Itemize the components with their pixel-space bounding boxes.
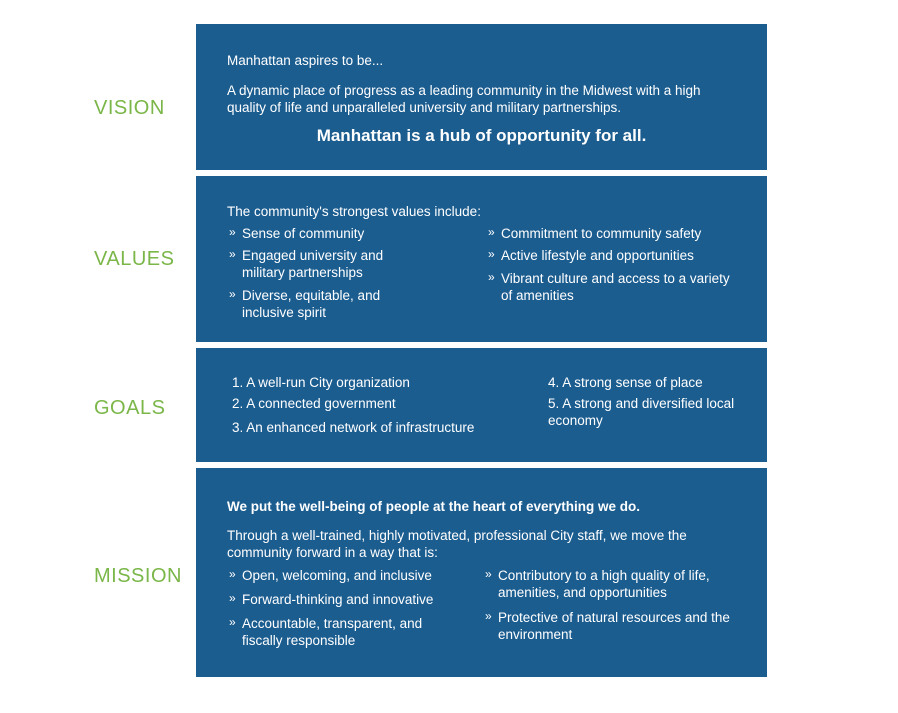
vision-panel <box>196 24 767 170</box>
bullet-icon: » <box>229 287 236 301</box>
vision-tagline: Manhattan is a hub of opportunity for all. <box>316 126 647 145</box>
goal-item: 1. A well-run City organization <box>232 375 410 390</box>
bullet-icon: » <box>229 247 236 261</box>
vision-label: VISION <box>94 97 165 119</box>
bullet-icon: » <box>485 567 492 581</box>
values-item: » Commitment to community safety <box>488 225 702 241</box>
values-label: VALUES <box>94 248 175 270</box>
mission-intro: Through a well-trained, highly motivated, professional City staff, we move the community forward in a way that is: <box>227 528 687 560</box>
mission-item: » Open, welcoming, and inclusive <box>229 567 432 583</box>
bullet-icon: » <box>488 270 495 284</box>
values-panel <box>196 176 767 342</box>
values-item: » Engaged university and military partnerships <box>229 247 384 280</box>
mission-item: » Accountable, transparent, and fiscally responsible <box>229 615 423 648</box>
goals-label: GOALS <box>94 397 166 419</box>
bullet-icon: » <box>485 609 492 623</box>
bullet-icon: » <box>229 567 236 581</box>
bullet-icon: » <box>488 247 495 261</box>
mission-label: MISSION <box>94 565 182 587</box>
vision-statement: A dynamic place of progress as a leading community in the Midwest with a high quality of life and unparalleled university and military partnerships. <box>227 83 701 115</box>
bullet-icon: » <box>229 225 236 239</box>
goal-item: 4. A strong sense of place <box>548 375 703 390</box>
vision-intro: Manhattan aspires to be... <box>227 53 384 68</box>
bullet-icon: » <box>229 615 236 629</box>
goals-panel <box>196 348 767 462</box>
values-item: » Vibrant culture and access to a variety of amenities <box>488 270 730 303</box>
values-item: » Sense of community <box>229 225 365 241</box>
mission-item: » Protective of natural resources and the environment <box>485 609 730 642</box>
mission-panel <box>196 468 767 677</box>
goal-item: 2. A connected government <box>232 396 396 411</box>
mission-item: » Contributory to a high quality of life, amenities, and opportunities <box>485 567 710 600</box>
goal-item: 5. A strong and diversified local economy <box>548 396 735 428</box>
goal-item: 3. An enhanced network of infrastructure <box>232 420 475 435</box>
values-item: » Active lifestyle and opportunities <box>488 247 694 263</box>
bullet-icon: » <box>488 225 495 239</box>
mission-item: » Forward-thinking and innovative <box>229 591 434 607</box>
bullet-icon: » <box>229 591 236 605</box>
values-item: » Diverse, equitable, and inclusive spirit <box>229 287 381 320</box>
mission-headline: We put the well-being of people at the heart of everything we do. <box>227 499 641 514</box>
values-intro: The community's strongest values include: <box>227 204 481 219</box>
